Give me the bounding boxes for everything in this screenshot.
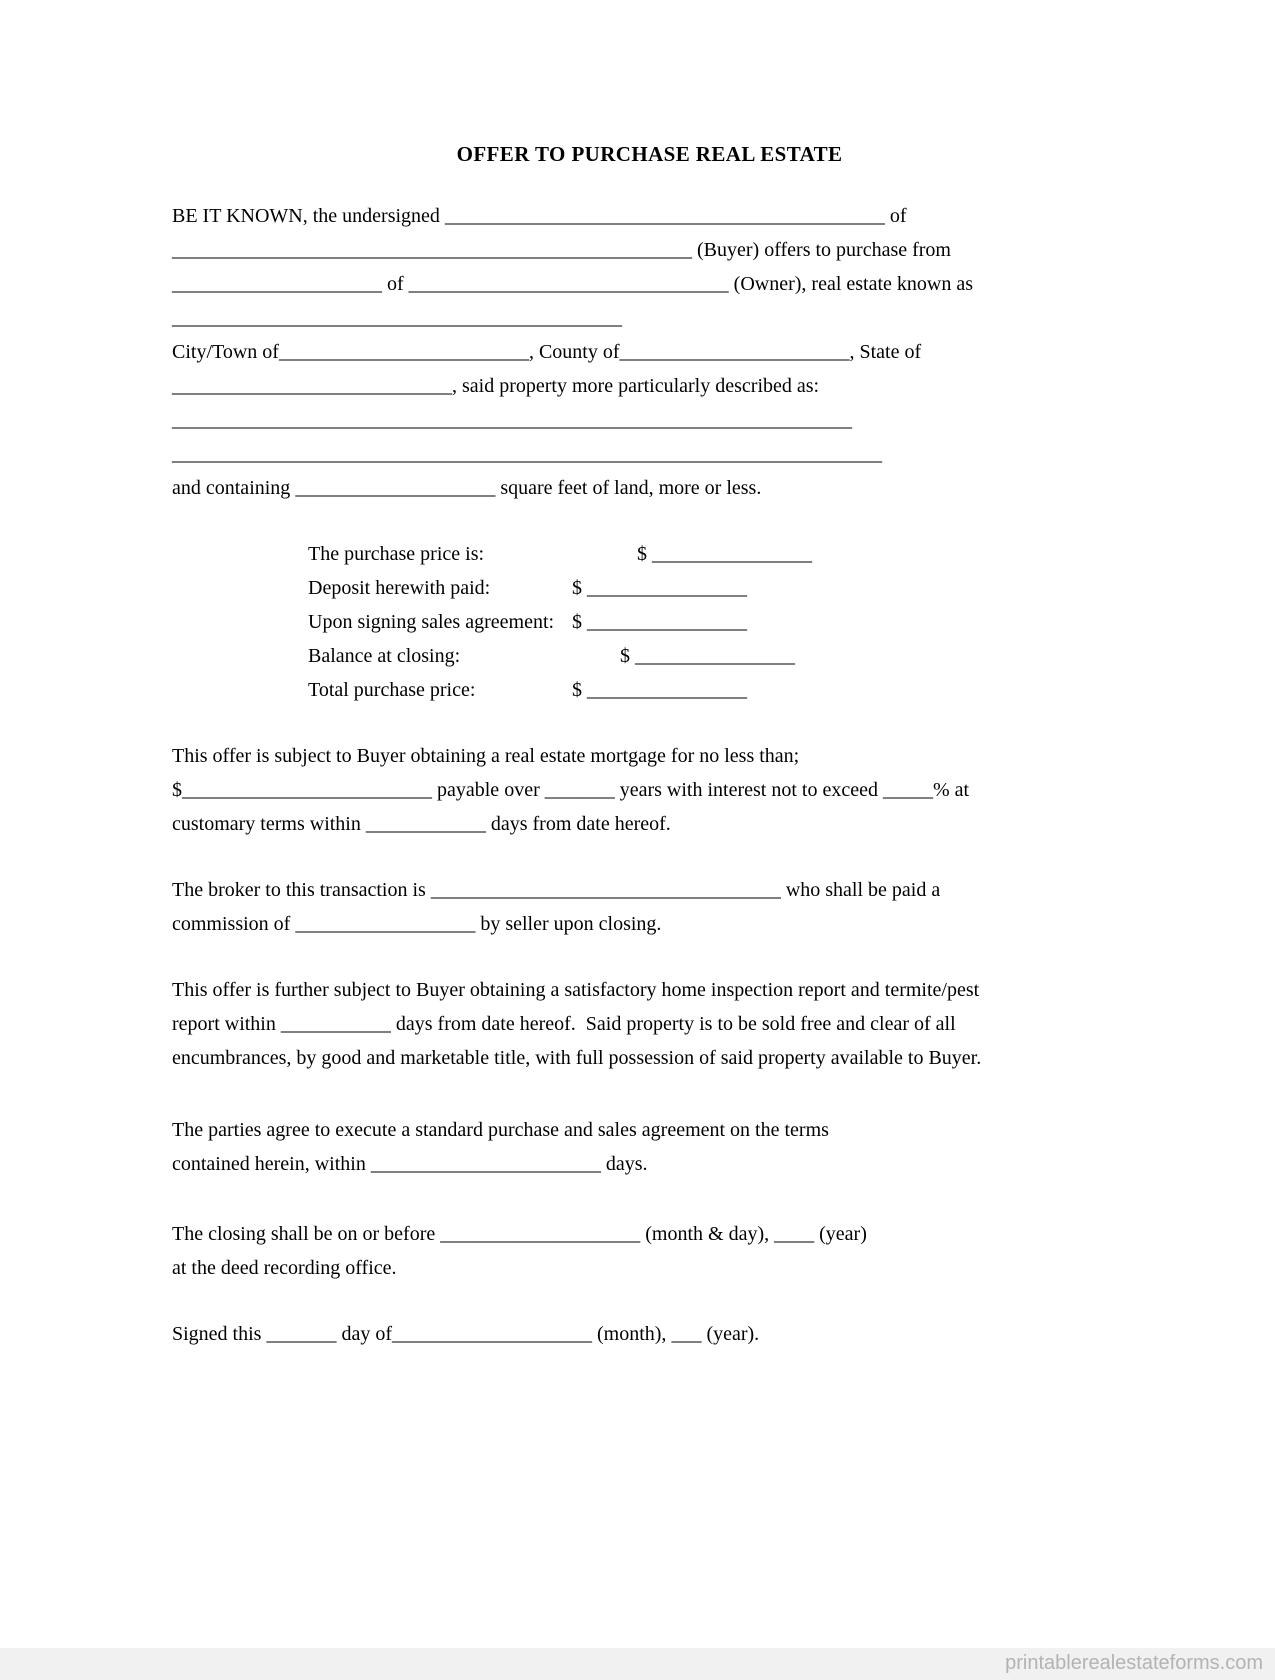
purchase-price-label: The purchase price is: <box>308 543 485 565</box>
text-run: The parties agree to execute a standard purchase and sales agreement on the terms <box>172 1119 829 1141</box>
text-run: % at <box>932 779 970 801</box>
text-run: City/Town of <box>172 341 279 363</box>
footer-band <box>0 1648 1275 1680</box>
buyer-address-blank[interactable]: ____________________________________________________ <box>172 239 692 261</box>
text-run: who shall be paid a <box>780 879 941 901</box>
text-run: The broker to this transaction is <box>172 879 431 901</box>
purchase-price-amount <box>637 537 812 571</box>
text-line <box>172 369 1127 403</box>
text-run: , County of <box>528 341 620 363</box>
text-run: of <box>382 273 409 295</box>
text-line <box>172 739 1127 773</box>
text-line <box>172 773 1127 807</box>
paragraph-broker <box>172 873 1127 941</box>
paragraph-signed <box>172 1317 1127 1351</box>
text-line <box>172 335 1127 369</box>
text-run: day of <box>336 1323 392 1345</box>
property-description-blank-1[interactable]: ____________________________________________________________________ <box>172 409 852 431</box>
signed-day-blank[interactable]: _______ <box>266 1323 337 1345</box>
text-line <box>172 267 1127 301</box>
text-run: and containing <box>172 477 296 499</box>
owner-address-blank[interactable]: ________________________________ <box>408 273 729 295</box>
purchase-price-blank[interactable]: ________________ <box>652 543 812 565</box>
text-run: Signed this <box>172 1323 267 1345</box>
text-run: of <box>884 205 907 227</box>
text-line <box>172 907 1127 941</box>
dollar-sign: $ <box>637 543 652 565</box>
dollar-sign: $ <box>572 577 587 599</box>
text-run: report within <box>172 1013 281 1035</box>
text-run: customary terms within <box>172 813 366 835</box>
text-line <box>172 1217 1127 1251</box>
signed-year-blank[interactable]: ___ <box>671 1323 702 1345</box>
text-run: square feet of land, more or less. <box>495 477 762 499</box>
mortgage-days-blank[interactable]: ____________ <box>365 813 486 835</box>
text-line <box>172 471 1127 505</box>
upon-signing-sales-agreement-amount <box>572 605 747 639</box>
inspection-days-blank[interactable]: ___________ <box>280 1013 391 1035</box>
text-run: $ <box>172 779 182 801</box>
text-line <box>172 403 1127 437</box>
paragraph-closing <box>172 1217 1127 1285</box>
text-run: The closing shall be on or before <box>172 1223 441 1245</box>
text-line <box>172 1007 1127 1041</box>
text-line <box>172 1317 1127 1351</box>
text-run: BE IT KNOWN, the undersigned <box>172 205 445 227</box>
dollar-sign: $ <box>572 611 587 633</box>
text-line <box>172 1251 1127 1285</box>
paragraph-agreement-execution <box>172 1113 1127 1181</box>
text-line <box>172 301 1127 335</box>
text-run: (month), <box>592 1323 672 1345</box>
square-feet-blank[interactable]: ____________________ <box>295 477 496 499</box>
total-purchase-price-blank[interactable]: ________________ <box>587 679 747 701</box>
text-run: (month & day), <box>640 1223 775 1245</box>
paragraph-inspection <box>172 973 1127 1075</box>
signed-month-blank[interactable]: ____________________ <box>392 1323 592 1345</box>
text-run: (Buyer) offers to purchase from <box>692 239 951 261</box>
city-town-blank[interactable]: _________________________ <box>278 341 529 363</box>
text-line <box>172 1147 1127 1181</box>
dollar-sign: $ <box>572 679 587 701</box>
text-run: contained herein, within <box>172 1153 371 1175</box>
upon-signing-sales-agreement-label: Upon signing sales agreement: <box>308 611 555 633</box>
interest-rate-blank[interactable]: _____ <box>882 779 933 801</box>
county-blank[interactable]: _______________________ <box>619 341 850 363</box>
text-run: days from date hereof. <box>485 813 671 835</box>
text-run: (year) <box>814 1223 867 1245</box>
text-run: (year). <box>701 1323 760 1345</box>
price-row-purchase-price <box>172 537 1127 571</box>
document-content <box>172 0 1127 1351</box>
commission-blank[interactable]: __________________ <box>295 913 476 935</box>
total-purchase-price-label: Total purchase price: <box>308 679 476 701</box>
property-description-blank-2[interactable]: _______________________________________________________________________ <box>172 443 882 465</box>
text-run: This offer is subject to Buyer obtaining a real estate mortgage for no less than; <box>172 745 800 767</box>
agreement-days-blank[interactable]: _______________________ <box>370 1153 601 1175</box>
document-title: OFFER TO PURCHASE REAL ESTATE <box>456 142 843 166</box>
text-line <box>172 1041 1127 1075</box>
broker-name-blank[interactable]: ___________________________________ <box>430 879 781 901</box>
paragraph-intro <box>172 199 1127 505</box>
deposit-herewith-paid-amount <box>572 571 747 605</box>
closing-year-blank[interactable]: ____ <box>774 1223 815 1245</box>
text-line <box>172 199 1127 233</box>
text-run: days. <box>600 1153 648 1175</box>
closing-date-blank[interactable]: ____________________ <box>440 1223 641 1245</box>
mortgage-amount-blank[interactable]: _________________________ <box>182 779 432 801</box>
text-line <box>172 873 1127 907</box>
text-line <box>172 233 1127 267</box>
buyer-name-blank[interactable]: ____________________________________________ <box>444 205 885 227</box>
text-line <box>172 807 1127 841</box>
text-run: (Owner), real estate known as <box>728 273 974 295</box>
price-row-upon-signing-sales-agreement <box>172 605 1127 639</box>
balance-at-closing-amount <box>620 639 795 673</box>
text-line <box>172 437 1127 471</box>
text-run: payable over <box>432 779 545 801</box>
document-body <box>172 199 1127 1351</box>
text-run: encumbrances, by good and marketable title, with full possession of said property available to Buyer. <box>172 1047 982 1069</box>
price-row-total-purchase-price <box>172 673 1127 707</box>
text-run: This offer is further subject to Buyer obtaining a satisfactory home inspection report and termite/pest <box>172 979 980 1001</box>
owner-name-blank[interactable]: _____________________ <box>172 273 382 295</box>
text-line <box>172 973 1127 1007</box>
price-row-deposit-herewith-paid <box>172 571 1127 605</box>
property-address-blank[interactable]: _____________________________________________ <box>172 307 622 329</box>
paragraph-price-schedule <box>172 537 1127 707</box>
state-blank[interactable]: ____________________________ <box>172 375 452 397</box>
balance-at-closing-blank[interactable]: ________________ <box>635 645 795 667</box>
upon-signing-sales-agreement-blank[interactable]: ________________ <box>587 611 747 633</box>
text-run: , State of <box>849 341 922 363</box>
text-run: , said property more particularly described as: <box>452 375 820 397</box>
footer-watermark: printablerealestateforms.com <box>1005 1652 1263 1674</box>
dollar-sign: $ <box>620 645 635 667</box>
paragraph-mortgage <box>172 739 1127 841</box>
deposit-herewith-paid-label: Deposit herewith paid: <box>308 577 491 599</box>
text-run: by seller upon closing. <box>475 913 662 935</box>
text-run: at the deed recording office. <box>172 1257 397 1279</box>
balance-at-closing-label: Balance at closing: <box>308 645 461 667</box>
price-row-balance-at-closing <box>172 639 1127 673</box>
text-run: days from date hereof. Said property is to be sold free and clear of all <box>390 1013 956 1035</box>
mortgage-years-blank[interactable]: _______ <box>544 779 615 801</box>
text-run: years with interest not to exceed <box>614 779 883 801</box>
deposit-herewith-paid-blank[interactable]: ________________ <box>587 577 747 599</box>
total-purchase-price-amount <box>572 673 747 707</box>
text-line <box>172 1113 1127 1147</box>
text-run: commission of <box>172 913 296 935</box>
